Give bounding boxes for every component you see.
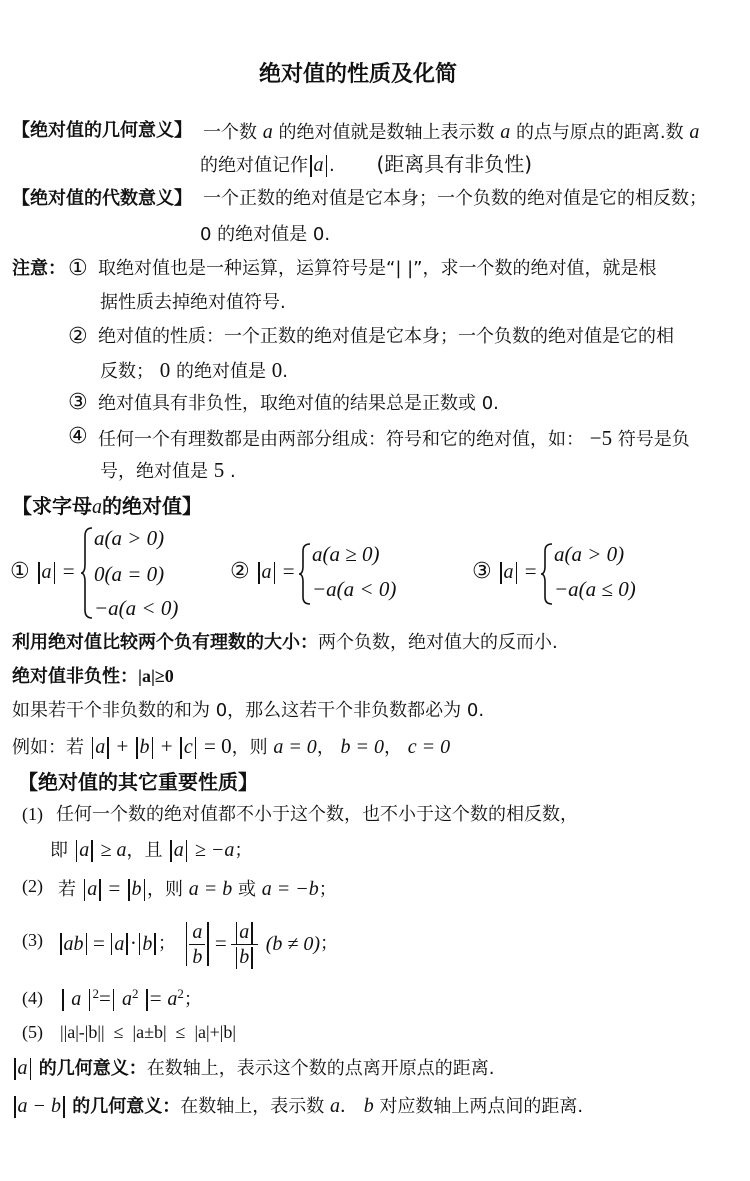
notes-label: 注意： — [12, 258, 66, 279]
case2-brace — [298, 542, 312, 606]
p4-num: (4) — [22, 988, 43, 1008]
case1-lhs: a = — [36, 559, 75, 584]
qiu-label: 【求字母a的绝对值】 — [12, 494, 202, 518]
page-title: 绝对值的性质及化简 — [259, 62, 458, 87]
nonneg-example: 例如：若 a + b + c = 0，则 a = 0， b = 0， c = 0 — [12, 734, 451, 758]
note1-line1: 取绝对值也是一种运算，运算符号是“| |”，求一个数的绝对值，就是根 — [98, 258, 657, 279]
case1-row2: 0(a = 0) — [94, 562, 165, 586]
compare-line: 利用绝对值比较两个负有理数的大小：两个负数，绝对值大的反而小. — [12, 632, 558, 653]
alg-line1: 一个正数的绝对值是它本身；一个负数的绝对值是它的相反数； — [203, 188, 707, 209]
geo-line1: 一个数 a 的绝对值就是数轴上表示数 a 的点与原点的距离.数 a — [203, 121, 700, 143]
geo-ab-line: a − b 的几何意义：在数轴上，表示数 a． b 对应数轴上两点间的距离. — [12, 1094, 583, 1118]
note4-num: ④ — [68, 424, 88, 449]
p5-line: ||a|-|b|| ≤ |a±b| ≤ |a|+|b| — [60, 1022, 236, 1042]
p3-frac-left: $\frac{a}{b}$ — [189, 920, 205, 969]
note2-line1: 绝对值的性质：一个正数的绝对值是它本身；一个负数的绝对值是它的相 — [98, 326, 674, 347]
nonneg-text: 如果若干个非负数的和为 0，那么这若干个非负数都必为 0. — [12, 700, 485, 721]
note4-line1: 任何一个有理数都是由两部分组成：符号和它的绝对值，如： −5 符号是负 — [98, 426, 690, 450]
case3-row1: a(a > 0) — [554, 542, 625, 566]
other-label: 【绝对值的其它重要性质】 — [18, 770, 258, 794]
geo-line2: 的绝对值记作 a . (距离具有非负性) — [200, 152, 533, 176]
p2-line: 若 a = b ，则 a = b 或 a = −b； — [58, 876, 337, 900]
note3-line1: 绝对值具有非负性，取绝对值的结果总是正数或 0. — [98, 393, 499, 414]
p1-line1: 任何一个数的绝对值都不小于这个数，也不小于这个数的相反数， — [56, 804, 578, 825]
case3-lhs: a = — [498, 559, 537, 584]
p4-line: a $^2= a^2 = a^2$； — [60, 986, 202, 1011]
p3-frac-right: $\frac{a}{b}$ — [231, 920, 258, 969]
note2-num: ② — [68, 324, 88, 349]
p1-num: (1) — [22, 804, 43, 824]
p5-num: (5) — [22, 1022, 43, 1042]
p3-line: ab = a · b ； $\frac{a}{b}$ = $\frac{a}{b}$ (b ≠ 0) ； — [58, 912, 338, 976]
case1-num: ① — [10, 559, 30, 584]
note1-num: ① — [68, 256, 88, 281]
p3-num: (3) — [22, 930, 43, 950]
case2-row1: a(a ≥ 0) — [312, 542, 380, 566]
note4-line2: 号，绝对值是 5 . — [100, 458, 236, 482]
case1-row1: a(a > 0) — [94, 526, 165, 550]
note3-num: ③ — [68, 390, 88, 415]
case1-row3: −a(a < 0) — [94, 596, 179, 620]
case3-brace — [540, 542, 554, 606]
p2-num: (2) — [22, 876, 43, 896]
alg-line2: 0 的绝对值是 0. — [200, 224, 331, 245]
alg-label: 【绝对值的代数意义】 — [12, 188, 192, 209]
case3-num: ③ — [472, 559, 492, 584]
case2-num: ② — [230, 559, 250, 584]
case2-lhs: a = — [256, 559, 295, 584]
case1-brace — [80, 526, 94, 620]
p1-line2: 即 a ≥ a，且 a ≥ −a； — [50, 839, 253, 861]
note1-line2: 据性质去掉绝对值符号. — [100, 292, 286, 313]
nonneg-line: 绝对值非负性：|a|≥0 — [12, 666, 174, 687]
geo-label: 【绝对值的几何意义】 — [12, 120, 192, 141]
case3-row2: −a(a ≤ 0) — [554, 577, 636, 601]
case2-row2: −a(a < 0) — [312, 577, 397, 601]
note2-line2: 反数； 0 的绝对值是 0. — [100, 358, 288, 382]
geo-a-line: a 的几何意义：在数轴上，表示这个数的点离开原点的距离. — [12, 1056, 494, 1080]
geo-paren: (距离具有非负性) — [376, 152, 533, 176]
